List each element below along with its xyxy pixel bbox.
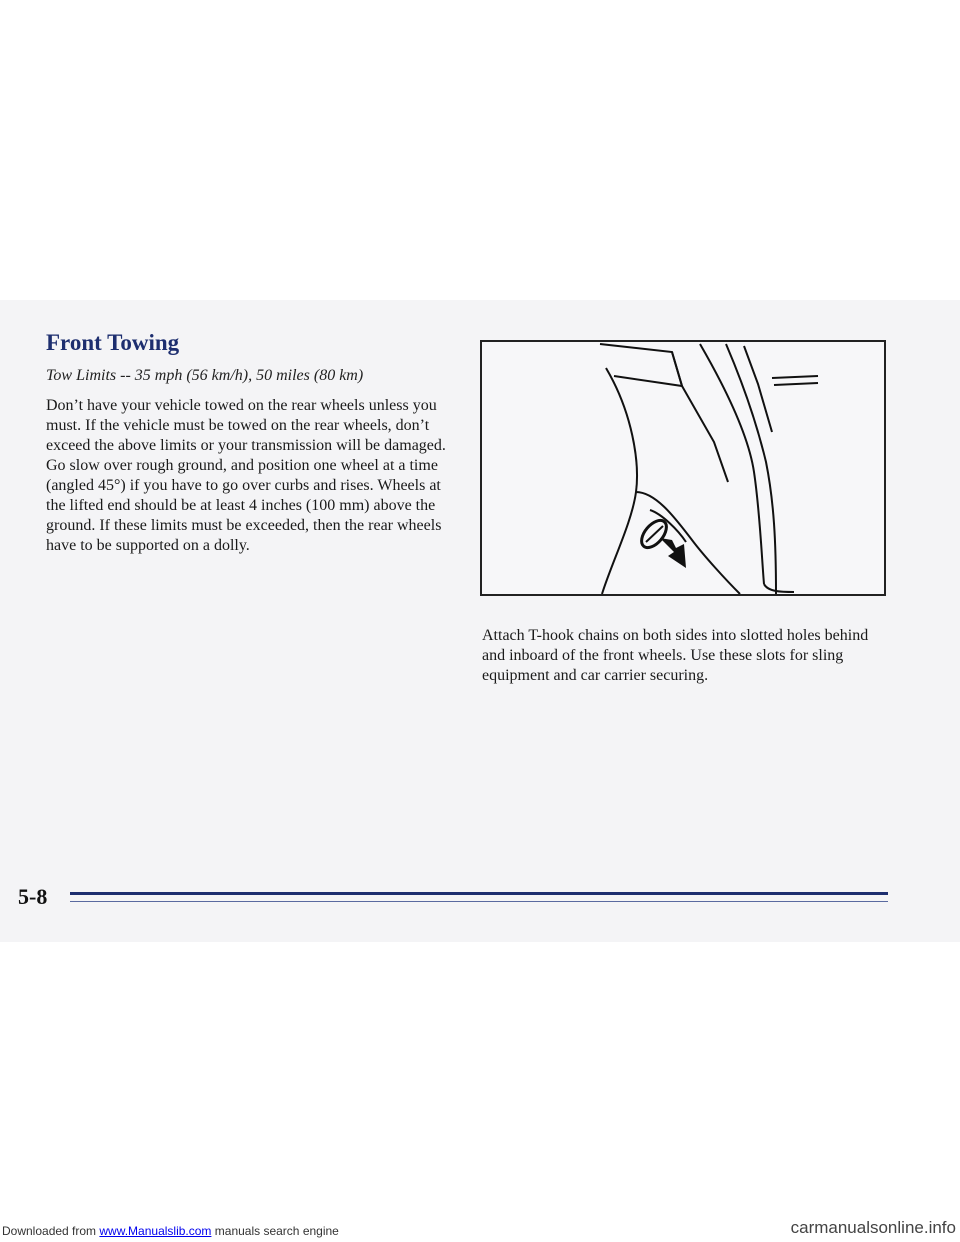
download-footer — [0, 1218, 960, 1242]
footer-rule-thick — [70, 892, 888, 895]
manual-page — [0, 300, 960, 942]
towing-instructions-paragraph: Don’t have your vehicle towed on the rear wheels unless you must. If the vehicle must be towed on the rear wheels, don’t exceed the above limits or your transmission will be damaged. Go slow over rough ground, and position one wheel at a time (angled 45°) if you have to go over curbs and rises. Wheels at the lifted end should be at least 4 inches (100 mm) above the ground. If these limits must be exceeded, then the rear wheels have to be supported on a dolly. — [46, 397, 446, 554]
footer-rule-thin — [70, 901, 888, 902]
footer-source-text — [2, 1224, 339, 1238]
t-hook-slot-illustration — [480, 340, 886, 596]
section-heading: Front Towing — [46, 330, 180, 355]
watermark-text: carmanualsonline.info — [790, 1218, 956, 1237]
footer-prefix: Downloaded from — [2, 1224, 100, 1238]
t-hook-instructions-paragraph: Attach T-hook chains on both sides into slotted holes behind and inboard of the front wheels. Use these slots for sling equipment and car carrier securing. — [482, 627, 869, 684]
footer-suffix: manuals search engine — [211, 1224, 339, 1238]
pointer-arrow-icon — [660, 538, 686, 568]
slot-hole-icon — [637, 516, 671, 552]
manualslib-link[interactable]: www.Manualslib.com — [99, 1224, 212, 1238]
tow-limits-subheading: Tow Limits -- 35 mph (56 km/h), 50 miles (80 km) — [46, 367, 364, 384]
page-number: 5-8 — [18, 884, 48, 909]
